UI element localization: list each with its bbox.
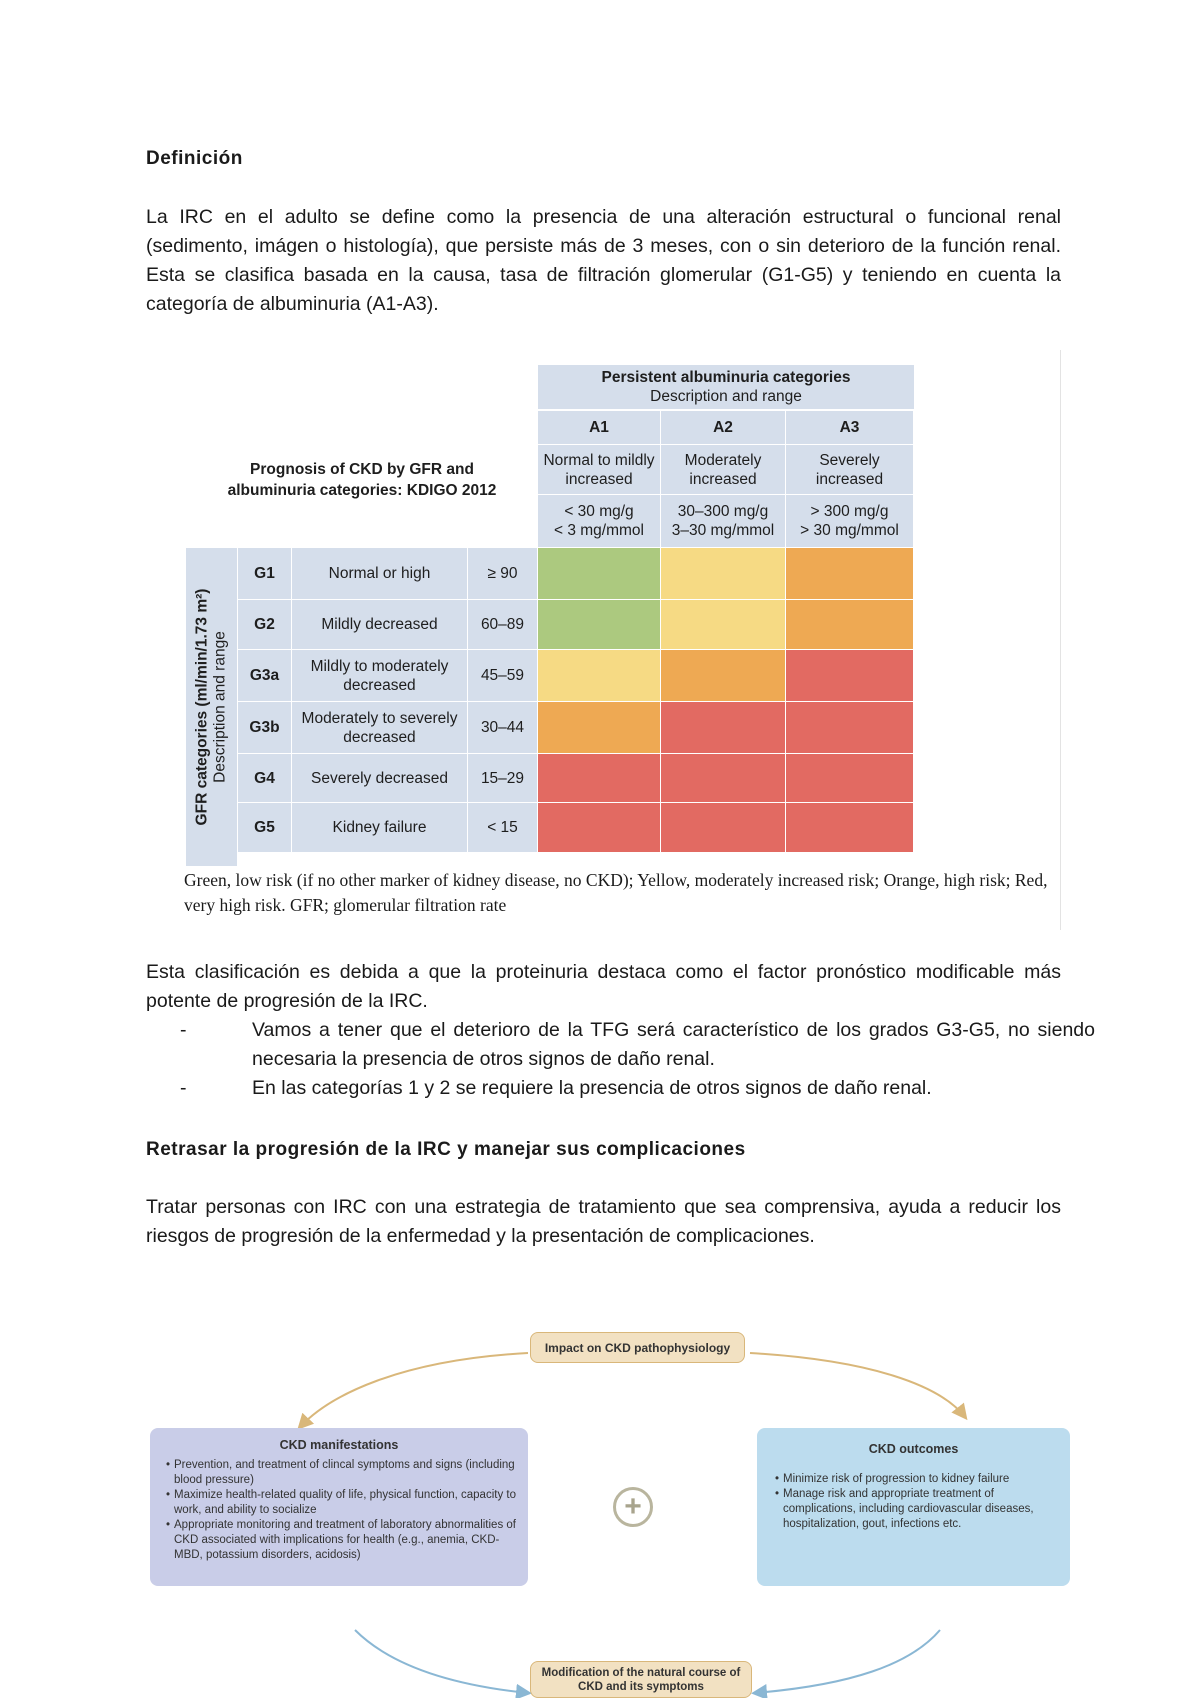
list-item: • Maximize health-related quality of life, physical function, capacity to work, and ability to socialize — [166, 1488, 520, 1518]
albuminuria-code: A1 — [538, 411, 661, 445]
plus-icon: + — [613, 1487, 653, 1527]
gfr-range: 30–44 — [468, 702, 538, 754]
gfr-range: < 15 — [468, 803, 538, 853]
bullet-marker: - — [180, 1019, 187, 1041]
risk-cell-orange — [661, 650, 786, 702]
gfr-axis — [186, 548, 238, 866]
risk-cell-yellow — [661, 548, 786, 600]
risk-cell-orange — [538, 702, 661, 754]
outcomes-list — [767, 1472, 1060, 1532]
gfr-code: G1 — [238, 548, 292, 600]
arrow-top-right — [750, 1353, 965, 1417]
gfr-axis-title: GFR categories (ml/min/1.73 m²) — [193, 588, 211, 826]
albuminuria-desc: Severely increased — [786, 445, 914, 495]
arrow-top-left — [300, 1353, 528, 1427]
list-item: • Minimize risk of progression to kidney failure — [775, 1472, 1060, 1487]
risk-cell-green — [538, 548, 661, 600]
gfr-desc: Moderately to severely decreased — [292, 702, 468, 754]
albuminuria-code: A2 — [661, 411, 786, 445]
gfr-range: ≥ 90 — [468, 548, 538, 600]
gfr-desc: Mildly decreased — [292, 600, 468, 650]
outcomes-box — [757, 1428, 1070, 1586]
risk-cell-green — [538, 600, 661, 650]
albuminuria-header-title: Persistent albuminuria categories — [601, 369, 851, 386]
ckd-diagram — [150, 1305, 1070, 1698]
albuminuria-range — [661, 495, 786, 548]
paragraph-proteinuria: Esta clasificación es debida a que la proteinuria destaca como el factor pronóstico modificable más potente de progresión de la IRC. — [146, 961, 1061, 1012]
albuminuria-range-value: 3–30 mg/mmol — [671, 522, 775, 539]
outcomes-title: CKD outcomes — [868, 1442, 959, 1456]
risk-cell-red — [786, 650, 914, 702]
gfr-code: G2 — [238, 600, 292, 650]
gfr-range: 15–29 — [468, 754, 538, 803]
bullet-text: En las categorías 1 y 2 se requiere la presencia de otros signos de daño renal. — [252, 1077, 932, 1099]
risk-cell-orange — [786, 548, 914, 600]
albuminuria-desc: Moderately increased — [661, 445, 786, 495]
gfr-code: G5 — [238, 803, 292, 853]
albuminuria-desc: Normal to mildly increased — [538, 445, 661, 495]
list-item: • Prevention, and treatment of clincal symptoms and signs (including blood pressure) — [166, 1458, 520, 1488]
risk-cell-yellow — [661, 600, 786, 650]
albuminuria-range-value: < 3 mg/mmol — [553, 522, 644, 539]
figure-edge — [1060, 350, 1061, 930]
impact-box — [530, 1332, 745, 1363]
albuminuria-header-sub: Description and range — [650, 388, 802, 405]
risk-cell-red — [661, 803, 786, 853]
risk-cell-red — [538, 803, 661, 853]
manifestations-list — [158, 1458, 520, 1563]
risk-cell-red — [661, 702, 786, 754]
gfr-desc: Kidney failure — [292, 803, 468, 853]
arrow-bottom-right — [755, 1630, 940, 1693]
gfr-desc: Mildly to moderately decreased — [292, 650, 468, 702]
albuminuria-range-value: > 30 mg/mmol — [800, 522, 899, 539]
risk-cell-yellow — [538, 650, 661, 702]
manifestations-title: CKD manifestations — [279, 1438, 399, 1452]
natural-course-label: Modification of the natural course of CKD and its symptoms — [541, 1666, 741, 1693]
risk-cell-red — [786, 803, 914, 853]
natural-course-box — [530, 1661, 752, 1698]
risk-cell-red — [661, 754, 786, 803]
bullet-item — [180, 1016, 1095, 1076]
albuminuria-range — [538, 495, 661, 548]
list-item: • Appropriate monitoring and treatment of laboratory abnormalities of CKD associated with implications for health (e.g., anemia, CKD-MBD, potassium disorders, acidosis) — [166, 1518, 520, 1563]
gfr-code: G3a — [238, 650, 292, 702]
gfr-desc: Normal or high — [292, 548, 468, 600]
bullet-text: Vamos a tener que el deterioro de la TFG será característico de los grados G3-G5, no siendo necesaria la presencia de otros signos de daño renal. — [252, 1019, 1095, 1070]
albuminuria-header — [538, 365, 914, 411]
albuminuria-code: A3 — [786, 411, 914, 445]
gfr-code: G4 — [238, 754, 292, 803]
albuminuria-range-value: 30–300 mg/g — [677, 503, 769, 520]
paragraph-definition: La IRC en el adulto se define como la presencia de una alteración estructural o funcional renal (sedimento, imágen o histología), que persiste más de 3 meses, con o sin deterioro de la función renal. Esta se clasifica basada en la causa, tasa de filtración glomerular (G1-G5) y teniendo en cuenta la categoría de albuminuria (A1-A3). — [146, 206, 1061, 315]
impact-label: Impact on CKD pathophysiology — [544, 1340, 731, 1355]
risk-cell-orange — [786, 600, 914, 650]
bullet-marker: - — [180, 1077, 187, 1099]
heading-retrasar: Retrasar la progresión de la IRC y manejar sus complicaciones — [146, 1139, 746, 1160]
gfr-range: 45–59 — [468, 650, 538, 702]
risk-cell-red — [786, 702, 914, 754]
gfr-range: 60–89 — [468, 600, 538, 650]
list-item: • Manage risk and appropriate treatment of complications, including cardiovascular diseases, hospitalization, gout, infections etc. — [775, 1487, 1060, 1532]
albuminuria-range-value: > 300 mg/g — [810, 503, 889, 520]
bullet-item — [180, 1074, 1095, 1104]
kdigo-title: Prognosis of CKD by GFR and albuminuria categories: KDIGO 2012 — [227, 461, 497, 499]
gfr-desc: Severely decreased — [292, 754, 468, 803]
manifestations-box — [150, 1428, 528, 1586]
kdigo-caption: Green, low risk (if no other marker of kidney disease, no CKD); Yellow, moderately increased risk; Orange, high risk; Red, very high risk. GFR; glomerular filtration rate — [184, 870, 1048, 915]
gfr-code: G3b — [238, 702, 292, 754]
risk-cell-red — [786, 754, 914, 803]
gfr-axis-sub: Description and range — [211, 631, 229, 783]
paragraph-tratamiento: Tratar personas con IRC con una estrategia de tratamiento que sea comprensiva, ayuda a reducir los riesgos de progresión de la enfermedad y la presentación de complicaciones. — [146, 1196, 1061, 1247]
albuminuria-range-value: < 30 mg/g — [564, 503, 634, 520]
arrow-bottom-left — [355, 1630, 528, 1693]
heading-definicion: Definición — [146, 148, 243, 169]
risk-cell-red — [538, 754, 661, 803]
kdigo-figure — [186, 350, 1066, 930]
albuminuria-range — [786, 495, 914, 548]
